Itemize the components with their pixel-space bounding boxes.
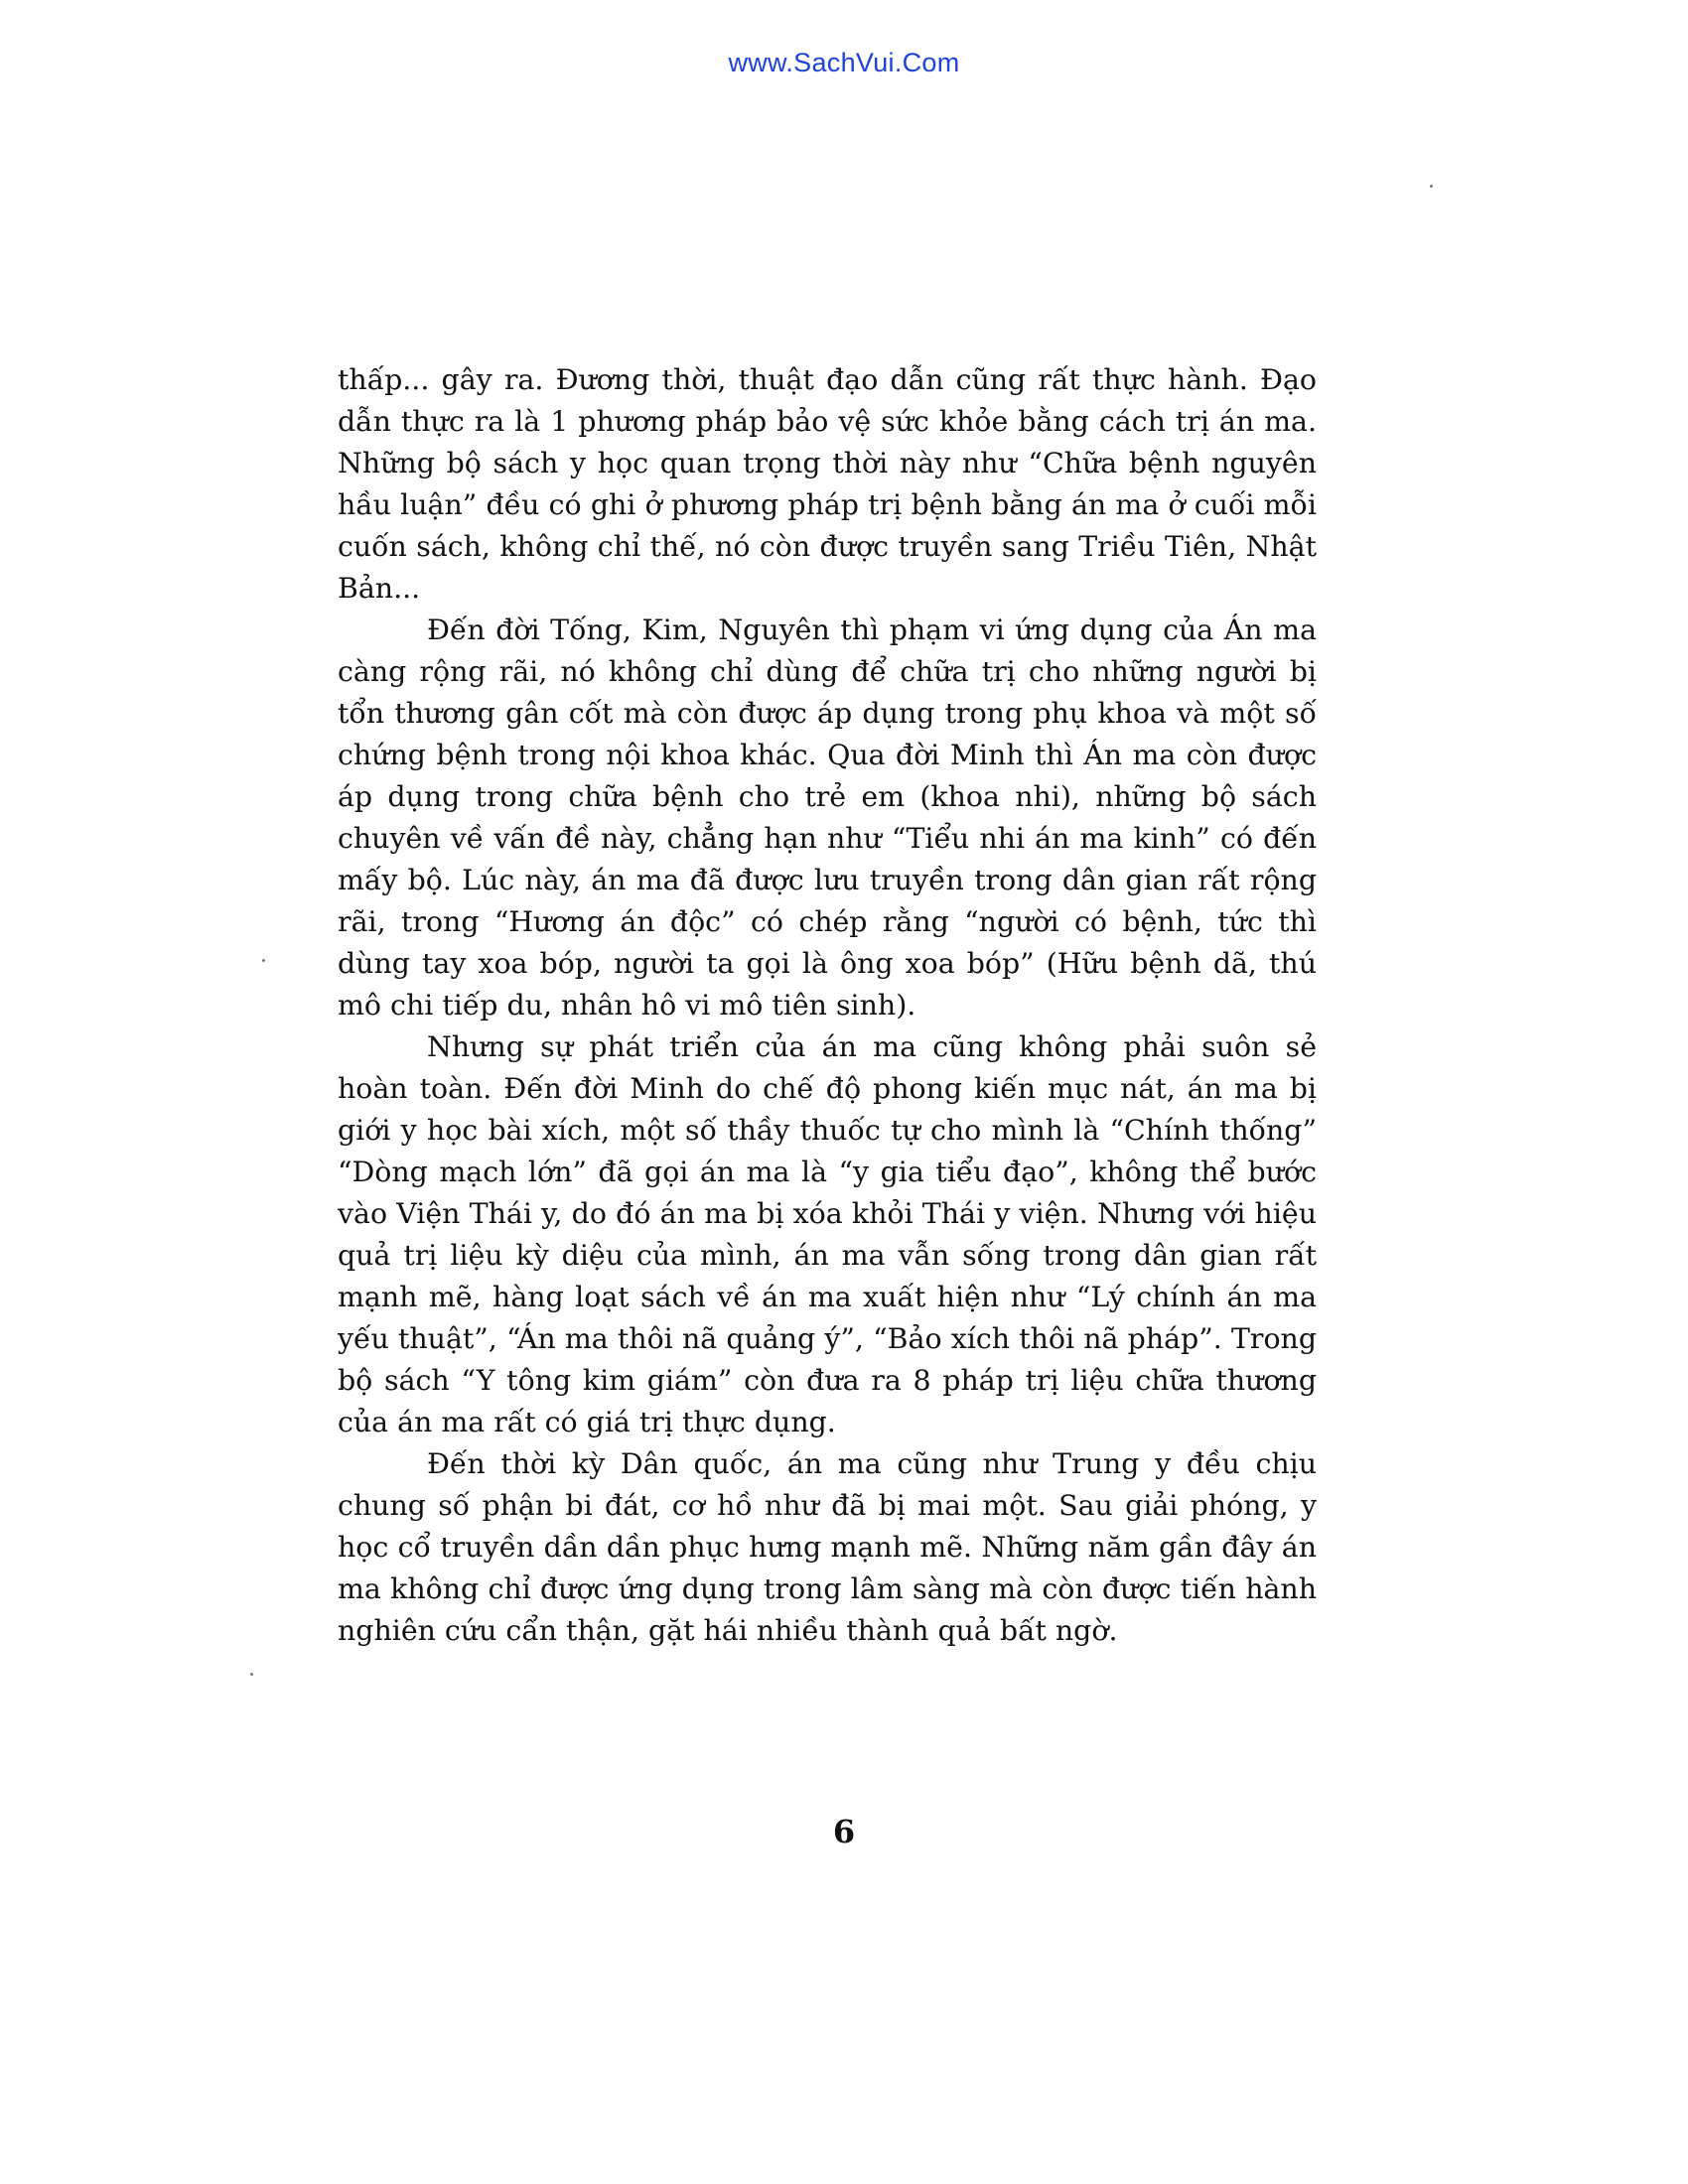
page-body (338, 359, 1317, 1652)
page-number: 6 (832, 1813, 856, 1850)
scan-speck (250, 1673, 253, 1676)
paragraph-4: Đến thời kỳ Dân quốc, án ma cũng như Trung y đều chịu chung số phận bi đát, cơ hồ như đã bị mai một. Sau giải phóng, y học cổ truyền dần dần phục hưng mạnh mẽ. Những năm gần đây án ma không chỉ được ứng dụng trong lâm sàng mà còn được tiến hành nghiên cứu cẩn thận, gặt hái nhiều thành quả bất ngờ. (338, 1447, 1317, 1647)
scan-speck (262, 959, 265, 962)
paragraph-1: thấp... gây ra. Đương thời, thuật đạo dẫn cũng rất thực hành. Đạo dẫn thực ra là 1 phương pháp bảo vệ sức khỏe bằng cách trị án ma. Những bộ sách y học quan trọng thời này như “Chữa bệnh nguyên hầu luận” đều có ghi ở phương pháp trị bệnh bằng án ma ở cuối mỗi cuốn sách, không chỉ thế, nó còn được truyền sang Triều Tiên, Nhật Bản... (338, 363, 1317, 605)
paragraph-3: Nhưng sự phát triển của án ma cũng không phải suôn sẻ hoàn toàn. Đến đời Minh do chế độ phong kiến mục nát, án ma bị giới y học bài xích, một số thầy thuốc tự cho mình là “Chính thống” “Dòng mạch lớn” đã gọi án ma là “y gia tiểu đạo”, không thể bước vào Viện Thái y, do đó án ma bị xóa khỏi Thái y viện. Nhưng với hiệu quả trị liệu kỳ diệu của mình, án ma vẫn sống trong dân gian rất mạnh mẽ, hàng loạt sách về án ma xuất hiện như “Lý chính án ma yếu thuật”, “Án ma thôi nã quảng ý”, “Bảo xích thôi nã pháp”. Trong bộ sách “Y tông kim giám” còn đưa ra 8 pháp trị liệu chữa thương của án ma rất có giá trị thực dụng. (338, 1030, 1317, 1438)
header-site-link[interactable]: www.SachVui.Com (728, 48, 960, 77)
paragraph-2: Đến đời Tống, Kim, Nguyên thì phạm vi ứng dụng của Án ma càng rộng rãi, nó không chỉ dùng để chữa trị cho những người bị tổn thương gân cốt mà còn được áp dụng trong phụ khoa và một số chứng bệnh trong nội khoa khác. Qua đời Minh thì Án ma còn được áp dụng trong chữa bệnh cho trẻ em (khoa nhi), những bộ sách chuyên về vấn đề này, chẳng hạn như “Tiểu nhi án ma kinh” có đến mấy bộ. Lúc này, án ma đã được lưu truyền trong dân gian rất rộng rãi, trong “Hương án độc” có chép rằng “người có bệnh, tức thì dùng tay xoa bóp, người ta gọi là ông xoa bóp” (Hữu bệnh dã, thú mô chi tiếp du, nhân hô vi mô tiên sinh). (338, 614, 1317, 1022)
scan-speck (1430, 185, 1433, 188)
